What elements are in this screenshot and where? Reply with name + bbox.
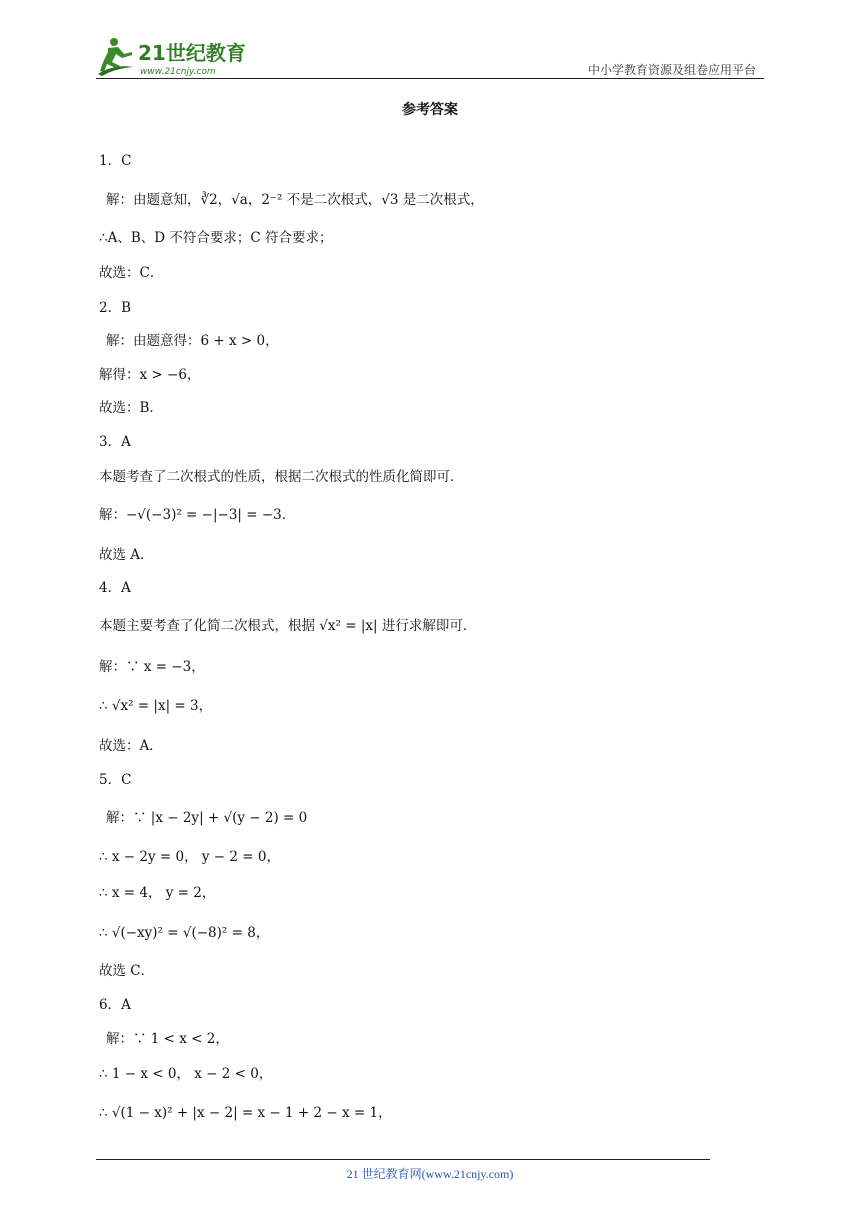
- answer-1-line-1: 解：由题意知，∛2，√a，2⁻² 不是二次根式，√3 是二次根式，: [106, 192, 484, 208]
- answer-5-line-5: 故选 C．: [99, 963, 155, 979]
- footer-text: 21 世纪教育网(www.21cnjy.com): [346, 1167, 514, 1181]
- answer-1-line-2: ∴A、B、D 不符合要求；C 符合要求；: [99, 230, 333, 246]
- footer-divider: [96, 1159, 710, 1160]
- answer-6-heading: 6．A: [99, 997, 131, 1013]
- logo-url: www.21cnjy.com: [140, 67, 216, 77]
- answer-4-line-4: 故选：A．: [99, 738, 163, 754]
- answer-2-line-1: 解：由题意得：6 + x > 0，: [106, 333, 279, 349]
- logo: [94, 34, 264, 78]
- answer-5-line-3: ∴ x = 4， y = 2，: [99, 885, 216, 901]
- answer-5-heading: 5．C: [99, 772, 132, 788]
- answer-2-line-2: 解得：x > −6，: [99, 367, 201, 383]
- answer-4-line-3: ∴ √x² = |x| = 3，: [99, 698, 213, 714]
- answer-3-line-1: 本题考查了二次根式的性质，根据二次根式的性质化简即可．: [99, 469, 464, 485]
- answer-5-line-2: ∴ x − 2y = 0， y − 2 = 0，: [99, 849, 280, 865]
- page-title: 参考答案: [402, 102, 458, 118]
- header-divider: [96, 78, 764, 79]
- answer-3-line-2: 解：−√(−3)² = −|−3| = −3．: [99, 507, 296, 523]
- answer-5-line-4: ∴ √(−xy)² = √(−8)² = 8，: [99, 925, 270, 941]
- answer-2-line-3: 故选：B．: [99, 400, 163, 416]
- answer-3-heading: 3．A: [99, 434, 131, 450]
- answer-1-heading: 1．C: [99, 153, 132, 169]
- logo-text: 21世纪教育: [138, 41, 246, 65]
- answer-2-heading: 2．B: [99, 300, 132, 316]
- answer-4-heading: 4．A: [99, 580, 131, 596]
- answer-4-line-2: 解：∵ x = −3，: [99, 659, 205, 675]
- answer-4-line-1: 本题主要考查了化简二次根式，根据 √x² = |x| 进行求解即可．: [99, 618, 477, 634]
- answer-6-line-3: ∴ √(1 − x)² + |x − 2| = x − 1 + 2 − x = 1，: [99, 1105, 392, 1121]
- answer-3-line-3: 故选 A．: [99, 547, 154, 563]
- answer-1-line-3: 故选：C．: [99, 265, 164, 281]
- header-platform-text: 中小学教育资源及组卷应用平台: [587, 63, 756, 77]
- logo-runner-icon: [94, 34, 264, 78]
- answer-6-line-1: 解：∵ 1 < x < 2，: [106, 1031, 229, 1047]
- answer-6-line-2: ∴ 1 − x < 0， x − 2 < 0，: [99, 1066, 273, 1082]
- answer-5-line-1: 解：∵ |x − 2y| + √(y − 2) = 0: [106, 810, 308, 826]
